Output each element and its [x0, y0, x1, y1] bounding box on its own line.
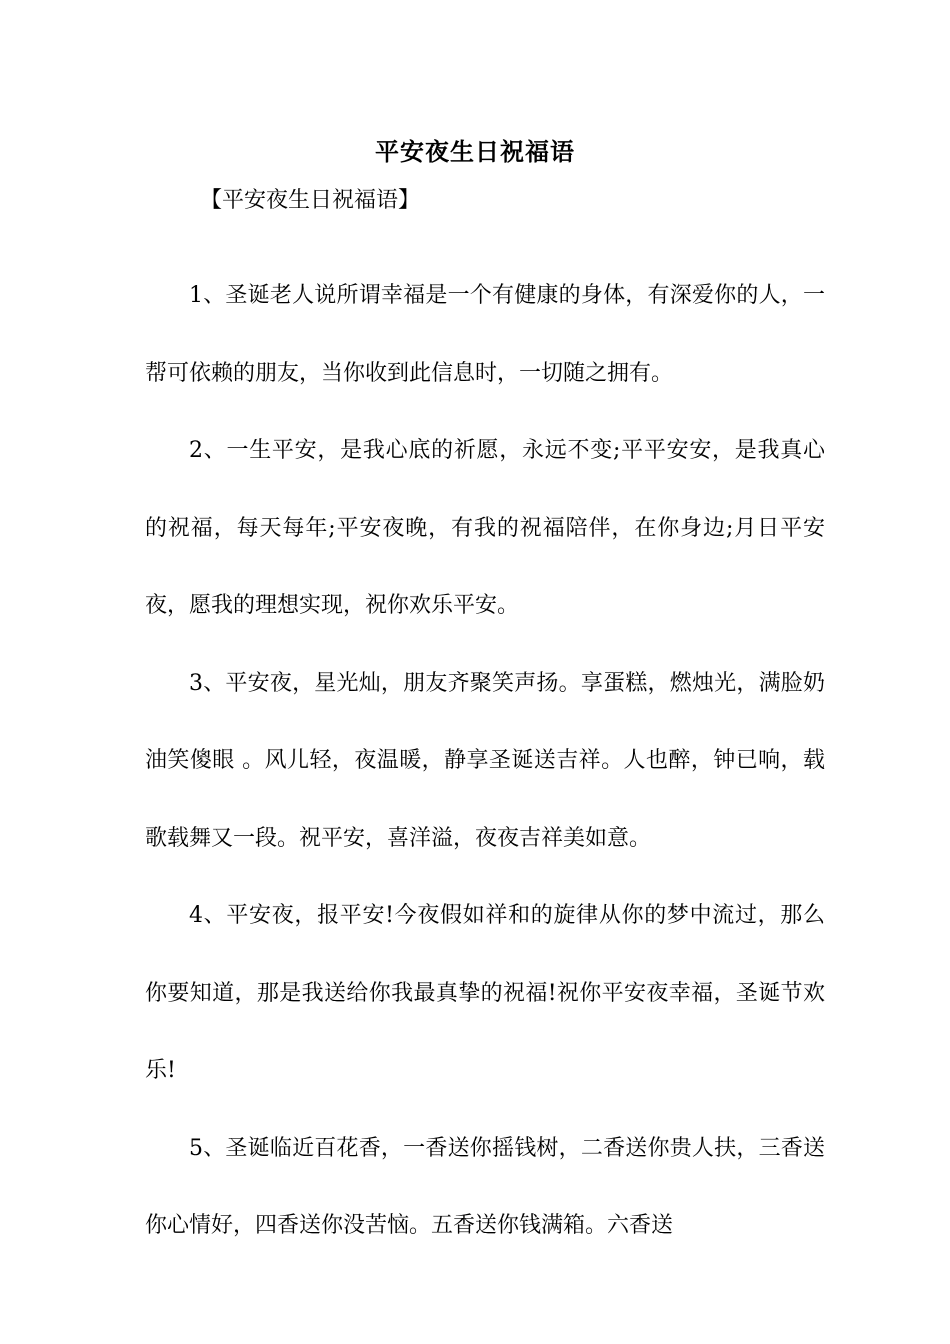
paragraph-1: 1、圣诞老人说所谓幸福是一个有健康的身体，有深爱你的人，一帮可依赖的朋友，当你收到此信息时，一切随之拥有。: [145, 283, 825, 386]
document-body: [145, 257, 825, 1265]
paragraph-2: 2、一生平安，是我心底的祈愿，永远不变;平平安安，是我真心的祝福，每天每年;平安夜晚，有我的祝福陪伴，在你身边;月日平安夜，愿我的理想实现，祝你欢乐平安。: [145, 438, 825, 618]
page-title: 平安夜生日祝福语: [375, 137, 575, 166]
paragraph-5: 5、圣诞临近百花香，一香送你摇钱树，二香送你贵人扶，三香送你心情好，四香送你没苦恼。五香送你钱满箱。六香送: [145, 1135, 825, 1238]
page-subtitle: 【平安夜生日祝福语】: [200, 188, 421, 213]
paragraph-4: 4、平安夜，报平安!今夜假如祥和的旋律从你的梦中流过，那么你要知道，那是我送给你我最真挚的祝福!祝你平安夜幸福，圣诞节欢乐!: [145, 903, 825, 1083]
paragraph-3: 3、平安夜，星光灿，朋友齐聚笑声扬。享蛋糕，燃烛光，满脸奶油笑傻眼 。风儿轻，夜温暖，静享圣诞送吉祥。人也醉，钟已响，载歌载舞又一段。祝平安，喜洋溢，夜夜吉祥美如意。: [145, 670, 825, 851]
